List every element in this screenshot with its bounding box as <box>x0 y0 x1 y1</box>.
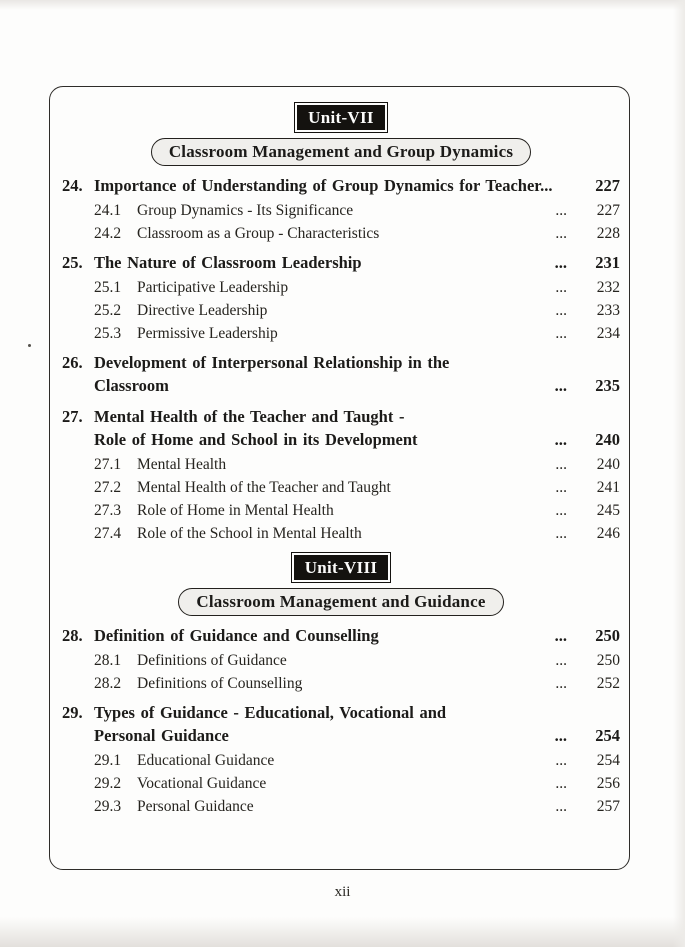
unit-badge <box>62 552 620 583</box>
entry-page: 246 <box>596 525 620 542</box>
leader-dots: ... <box>555 225 567 242</box>
entry-page: 250 <box>595 626 620 645</box>
leader-dots: ... <box>555 456 567 473</box>
leader-dots: ... <box>555 525 567 542</box>
leader-dots: ... <box>554 253 567 272</box>
toc-subentry <box>62 301 620 320</box>
entry-title: Educational Guidance <box>137 752 275 769</box>
entry-number: 27.2 <box>94 479 122 496</box>
entry-number: 27.3 <box>94 502 122 519</box>
toc-entry <box>62 429 620 451</box>
unit-title-pill-wrap <box>62 138 620 166</box>
entry-number: 25.1 <box>94 279 122 296</box>
entry-number: 25. <box>62 253 83 272</box>
toc-subentry <box>62 224 620 243</box>
toc-subentry <box>62 455 620 474</box>
toc-entry <box>62 252 620 274</box>
entry-title: Mental Health of the Teacher and Taught - <box>94 407 405 426</box>
entry-title: Directive Leadership <box>137 302 268 319</box>
scan-edge-right <box>673 0 685 947</box>
entry-page: 240 <box>596 456 620 473</box>
toc-subentry <box>62 751 620 770</box>
entry-number: 25.3 <box>94 325 122 342</box>
entry-title: Vocational Guidance <box>137 775 267 792</box>
toc-rows <box>62 102 620 816</box>
entry-number: 29.1 <box>94 752 122 769</box>
entry-page: 241 <box>596 479 620 496</box>
toc-entry <box>62 406 620 428</box>
entry-page: 254 <box>595 726 620 745</box>
leader-dots: ... <box>555 675 567 692</box>
unit-title-pill-wrap <box>62 588 620 616</box>
toc-entry <box>62 725 620 747</box>
leader-dots: ... <box>555 479 567 496</box>
toc-subentry <box>62 524 620 543</box>
unit-badge-frame <box>294 102 388 133</box>
entry-number: 28. <box>62 626 83 645</box>
leader-dots: ... <box>555 302 567 319</box>
entry-title: Classroom <box>94 376 169 395</box>
entry-title: Definition of Guidance and Counselling <box>94 626 379 645</box>
toc-subentry <box>62 278 620 297</box>
entry-title: Role of Home and School in its Development <box>94 430 418 449</box>
entry-number: 29.2 <box>94 775 122 792</box>
entry-number: 26. <box>62 353 83 372</box>
entry-number: 29.3 <box>94 798 122 815</box>
toc-border-box <box>49 86 630 870</box>
leader-dots: ... <box>554 626 567 645</box>
scan-edge-bottom <box>0 917 685 947</box>
unit-title-pill: Classroom Management and Group Dynamics <box>151 138 531 166</box>
toc-entry <box>62 375 620 397</box>
toc-entry <box>62 175 620 197</box>
entry-title: Permissive Leadership <box>137 325 278 342</box>
entry-number: 24. <box>62 176 83 195</box>
toc-subentry <box>62 501 620 520</box>
entry-number: 27. <box>62 407 83 426</box>
entry-page: 234 <box>596 325 620 342</box>
toc-subentry <box>62 774 620 793</box>
entry-page: 228 <box>596 225 620 242</box>
entry-title: Personal Guidance <box>137 798 254 815</box>
entry-title: The Nature of Classroom Leadership <box>94 253 362 272</box>
entry-title: Mental Health <box>137 456 227 473</box>
entry-page: 235 <box>595 376 620 395</box>
entry-number: 27.4 <box>94 525 122 542</box>
entry-title: Classroom as a Group - Characteristics <box>137 225 380 242</box>
leader-dots: ... <box>555 775 567 792</box>
toc-subentry <box>62 797 620 816</box>
unit-badge-label: Unit-VII <box>297 105 385 130</box>
leader-dots: ... <box>555 652 567 669</box>
toc-subentry <box>62 201 620 220</box>
entry-page: 240 <box>595 430 620 449</box>
leader-dots: ... <box>555 279 567 296</box>
leader-dots: ... <box>554 430 567 449</box>
scan-edge-top <box>0 0 685 10</box>
leader-dots: ... <box>555 502 567 519</box>
leader-dots: ... <box>555 325 567 342</box>
toc-subentry <box>62 324 620 343</box>
entry-number: 24.1 <box>94 202 122 219</box>
unit-badge-frame <box>291 552 392 583</box>
entry-title: Role of the School in Mental Health <box>137 525 362 542</box>
entry-title: Role of Home in Mental Health <box>137 502 334 519</box>
entry-number: 25.2 <box>94 302 122 319</box>
entry-page: 257 <box>596 798 620 815</box>
entry-title: Participative Leadership <box>137 279 289 296</box>
leader-dots: ... <box>554 376 567 395</box>
toc-subentry <box>62 478 620 497</box>
entry-title: Personal Guidance <box>94 726 229 745</box>
entry-page: 250 <box>596 652 620 669</box>
entry-page: 256 <box>596 775 620 792</box>
toc-subentry <box>62 651 620 670</box>
entry-title: Definitions of Guidance <box>137 652 287 669</box>
entry-page: 231 <box>595 253 620 272</box>
toc-entry <box>62 352 620 374</box>
toc-subentry <box>62 674 620 693</box>
entry-title: Types of Guidance - Educational, Vocational and <box>94 703 447 722</box>
unit-badge <box>62 102 620 133</box>
leader-dots: ... <box>555 202 567 219</box>
entry-page: 233 <box>596 302 620 319</box>
entry-number: 24.2 <box>94 225 122 242</box>
entry-page: 254 <box>596 752 620 769</box>
entry-number: 28.1 <box>94 652 122 669</box>
entry-page: 227 <box>595 176 620 195</box>
unit-badge-label: Unit-VIII <box>294 555 389 580</box>
entry-title: Development of Interpersonal Relationship in the <box>94 353 450 372</box>
leader-dots: ... <box>555 798 567 815</box>
entry-number: 28.2 <box>94 675 122 692</box>
entry-page: 227 <box>596 202 620 219</box>
entry-title: Group Dynamics - Its Significance <box>137 202 354 219</box>
leader-dots: ... <box>555 752 567 769</box>
entry-number: 29. <box>62 703 83 722</box>
entry-title: Importance of Understanding of Group Dynamics for Teacher... <box>94 176 553 195</box>
leader-dots: ... <box>554 726 567 745</box>
entry-title: Definitions of Counselling <box>137 675 303 692</box>
entry-number: 27.1 <box>94 456 122 473</box>
unit-title-pill: Classroom Management and Guidance <box>178 588 503 616</box>
toc-entry <box>62 702 620 724</box>
toc-entry <box>62 625 620 647</box>
entry-page: 252 <box>596 675 620 692</box>
page-number: xii <box>334 884 351 900</box>
entry-page: 245 <box>596 502 620 519</box>
entry-page: 232 <box>596 279 620 296</box>
scan-artifact-dot <box>28 344 31 347</box>
entry-title: Mental Health of the Teacher and Taught <box>137 479 391 496</box>
